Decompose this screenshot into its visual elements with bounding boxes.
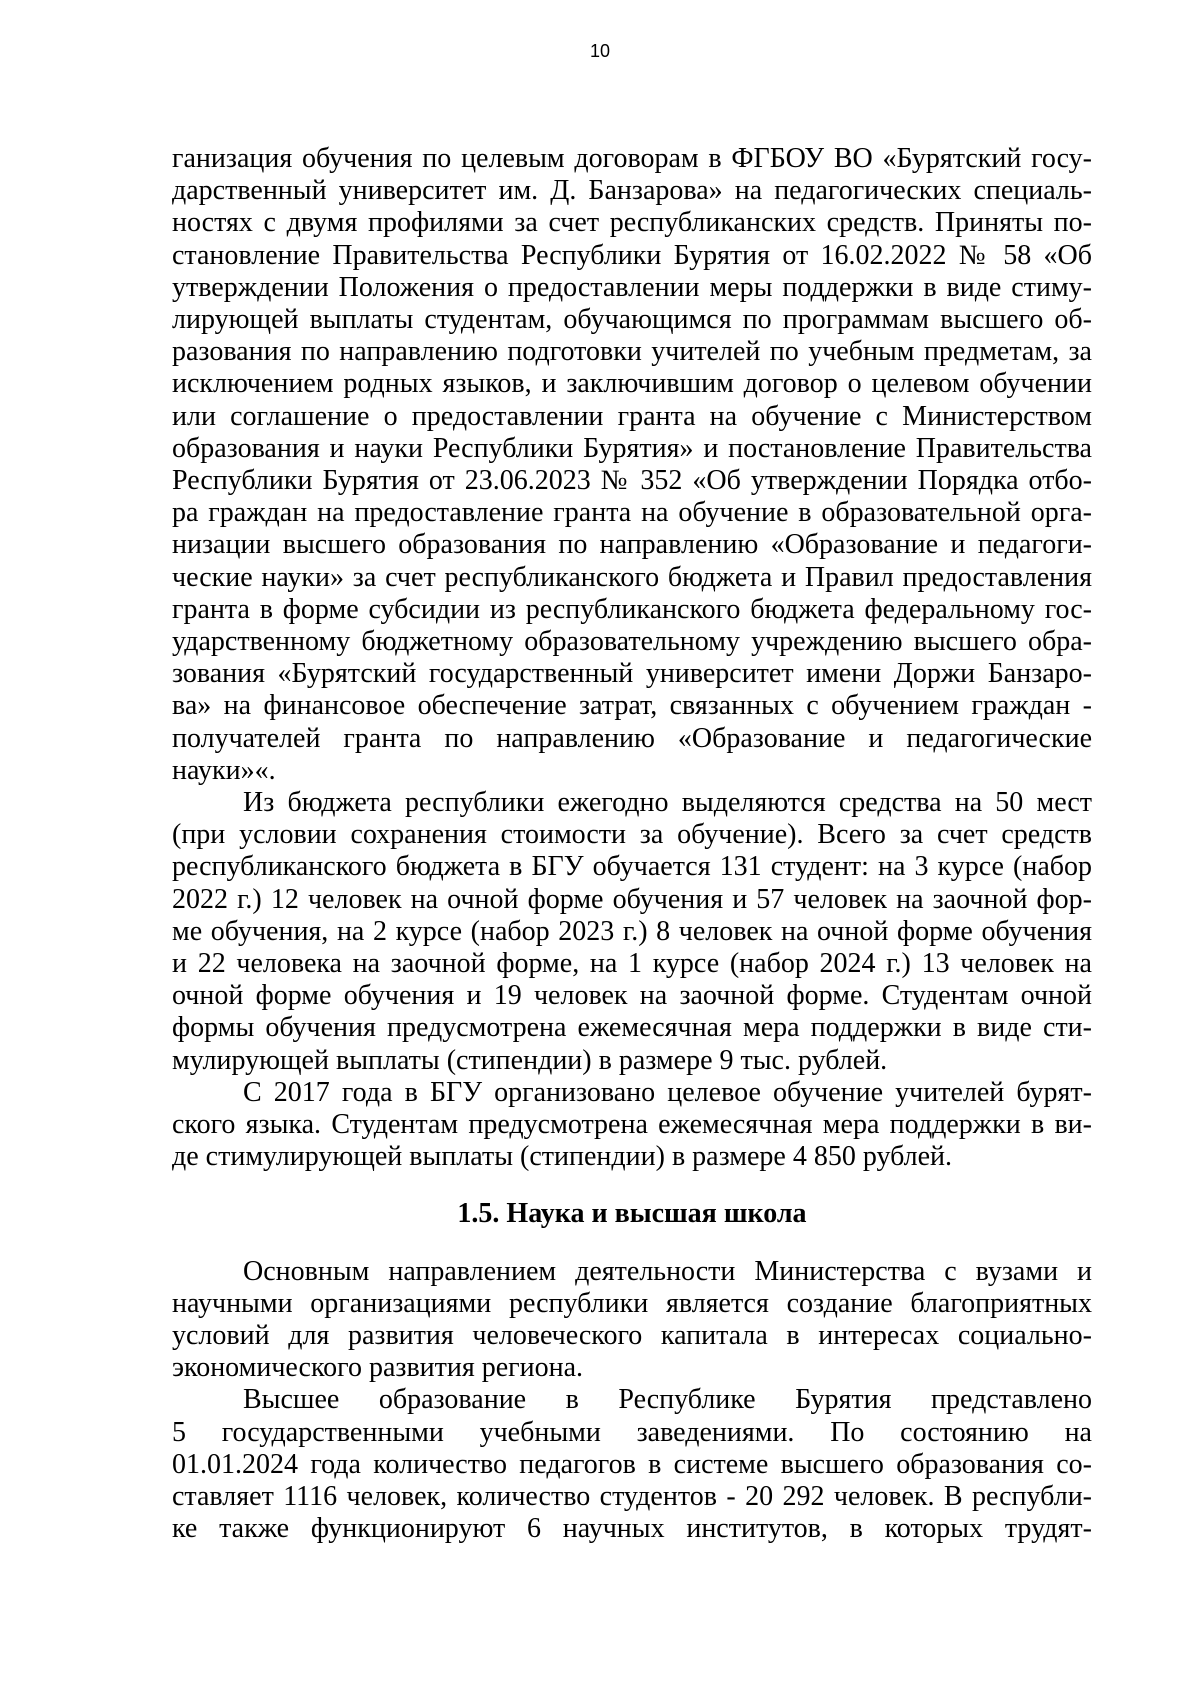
text-line: ского языка. Студентам предусмотрена ежемесячная мера поддержки в ви- [172,1109,1092,1141]
text-line: условий для развития человеческого капитала в интересах социально- [172,1319,1092,1351]
text-line: ганизация обучения по целевым договорам в ФГБОУ ВО «Бурятский госу- [172,143,1092,174]
text-line: научными организациями республики является создание благоприятных [172,1287,1092,1319]
text-line: ударственному бюджетному образовательному учреждению высшего обра- [172,626,1092,658]
text-line: зования «Бурятский государственный университет имени Доржи Банзаро- [172,658,1092,690]
text-line: мулирующей выплаты (стипендии) в размере 9 тыс. рублей. [172,1044,888,1076]
text-line: Из бюджета республики ежегодно выделяются средства на 50 мест [243,787,1092,819]
text-line: ностях с двумя профилями за счет республиканских средств. Приняты по- [172,207,1092,239]
section-heading: 1.5. Наука и высшая школа [457,1197,807,1229]
paragraph-target-education [172,143,1092,787]
text-line: дарственный университет им. Д. Банзарова» на педагогических специаль- [172,175,1092,207]
text-line: экономического развития региона. [172,1352,584,1384]
text-line: разования по направлению подготовки учителей по учебным предметам, за [172,336,1092,368]
text-line: утверждении Положения о предоставлении меры поддержки в виде стиму- [172,271,1092,303]
text-line: низации высшего образования по направлению «Образование и педагоги- [172,529,1092,561]
paragraph-budget-places [172,787,1092,1077]
text-line: очной форме обучения и 19 человек на заочной форме. Студентам очной [172,980,1092,1012]
text-line: С 2017 года в БГУ организовано целевое обучение учителей бурят- [243,1076,1092,1108]
text-line: или соглашение о предоставлении гранта на обучение с Министерством [172,400,1092,432]
text-line: исключением родных языков, и заключившим договор о целевом обучении [172,368,1092,400]
text-line: ческие науки» за счет республиканского бюджета и Правил предоставления [172,561,1092,593]
text-line: Республики Бурятия от 23.06.2023 № 352 «Об утверждении Порядка отбо- [172,465,1092,497]
paragraph-buryat-teachers [172,1077,1092,1174]
text-line: ва» на финансовое обеспечение затрат, связанных с обучением граждан - [172,690,1092,722]
text-line: гранта в форме субсидии из республиканского бюджета федеральному гос- [172,593,1092,625]
text-line: ке также функционируют 6 научных институтов, в которых трудят- [172,1513,1092,1545]
text-line: де стимулирующей выплаты (стипендии) в размере 4 850 рублей. [172,1141,953,1173]
text-line: образования и науки Республики Бурятия» и постановление Правительства [172,432,1092,464]
text-line: становление Правительства Республики Бурятия от 16.02.2022 № 58 «Об [172,239,1092,271]
text-line: (при условии сохранения стоимости за обучение). Всего за счет средств [172,819,1092,851]
text-line: Высшее образование в Республике Бурятия представлено [243,1384,1092,1416]
text-line: лирующей выплаты студентам, обучающимся по программам высшего об- [172,304,1092,336]
text-line: и 22 человека на заочной форме, на 1 курсе (набор 2024 г.) 13 человек на [172,948,1092,980]
text-line: республиканского бюджета в БГУ обучается 131 студент: на 3 курсе (набор [172,851,1092,883]
paragraph-ministry-direction [172,1256,1092,1385]
text-line: 2022 г.) 12 человек на очной форме обучения и 57 человек на заочной фор- [172,883,1092,915]
text-line: ра граждан на предоставление гранта на обучение в образовательной орга- [172,497,1092,529]
text-line: науки»«. [172,754,276,786]
text-line: Основным направлением деятельности Министерства с вузами и [243,1255,1092,1287]
page-number: 10 [589,41,611,61]
text-line: 01.01.2024 года количество педагогов в системе высшего образования со- [172,1448,1092,1480]
text-line: ставляет 1116 человек, количество студентов - 20 292 человек. В республи- [172,1480,1092,1512]
text-line: получателей гранта по направлению «Образование и педагогические [172,722,1092,754]
text-line: ме обучения, на 2 курсе (набор 2023 г.) 8 человек на очной форме обучения [172,915,1092,947]
text-line: 5 государственными учебными заведениями. По состоянию на [172,1416,1092,1448]
document-body [172,143,1092,1545]
text-line: формы обучения предусмотрена ежемесячная мера поддержки в виде сти- [172,1012,1092,1044]
paragraph-higher-education [172,1384,1092,1545]
